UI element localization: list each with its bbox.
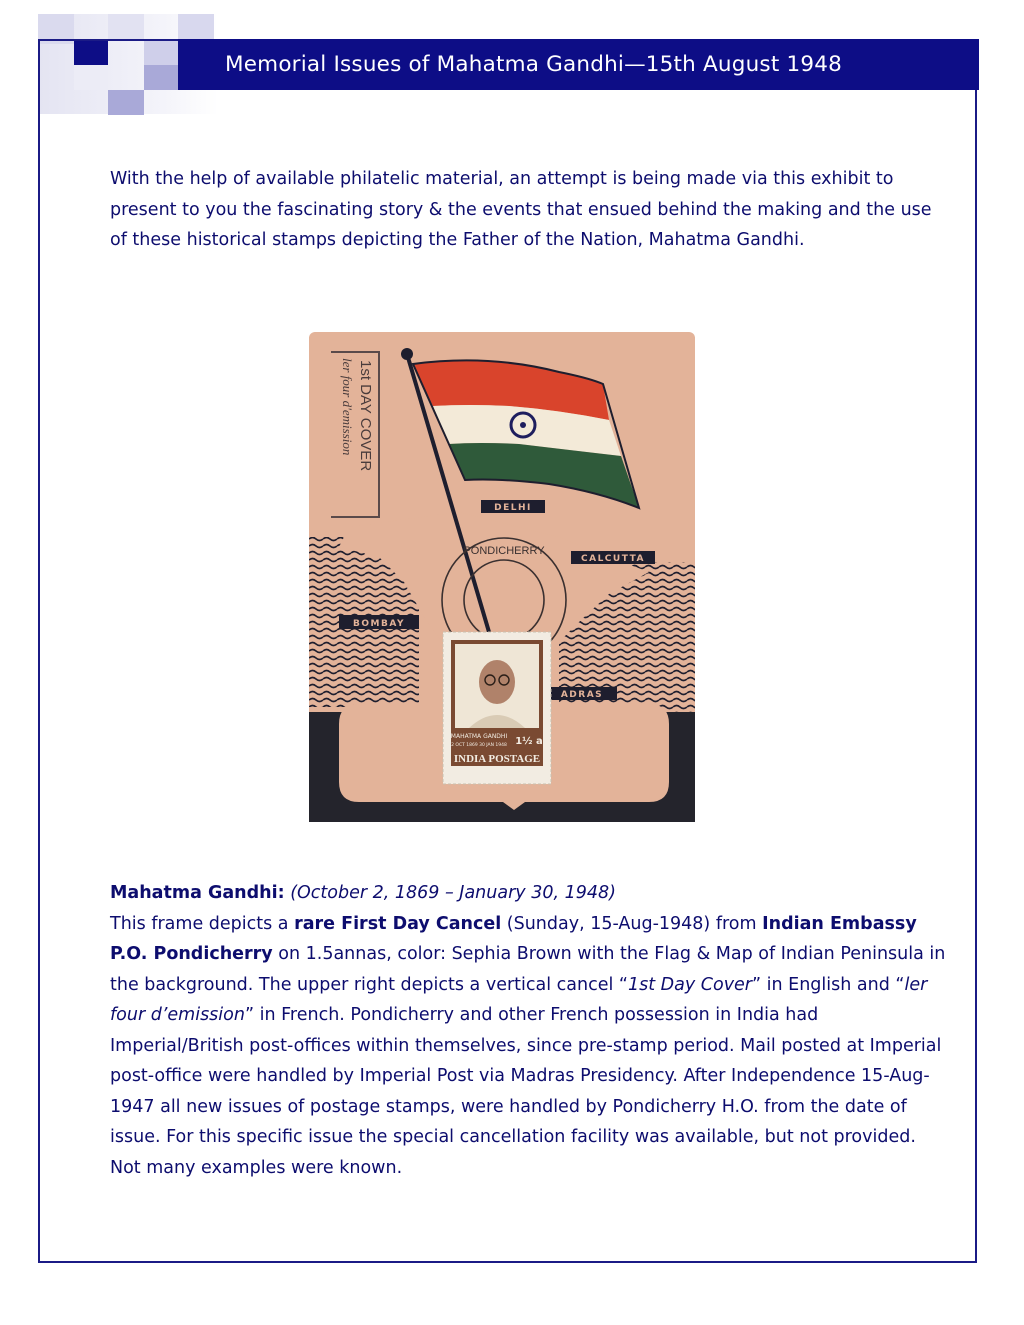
stamp-value: 1½ a xyxy=(515,736,543,747)
label-calcutta: CALCUTTA xyxy=(581,554,645,564)
italic-first-day-cover: 1st Day Cover xyxy=(627,974,753,995)
label-bombay: BOMBAY xyxy=(353,619,405,629)
page-title: Memorial Issues of Mahatma Gandhi—15th August 1948 xyxy=(178,39,979,90)
stamp-name: MAHATMA GANDHI xyxy=(450,733,508,740)
label-delhi: DELHI xyxy=(494,503,532,513)
first-day-cover-card xyxy=(309,332,695,822)
stamp-dates: 2 OCT 1869 30 JAN 1948 xyxy=(451,743,507,748)
cancel-line-2: ler four d'emission xyxy=(340,358,355,456)
gandhi-portrait xyxy=(479,660,515,704)
postmark-text: PONDICHERRY xyxy=(463,545,545,557)
description-paragraph: Mahatma Gandhi: (October 2, 1869 – January 30, 1948) This frame depicts a rare First Day Cancel (Sunday, 15-Aug-1948) from Indian Embassy P.O. Pondicherry on 1.5annas, color: Sephia Brown with the Flag & Map of Indian Peninsula in the background. The upper right depicts a vertical cancel “1st Day Cover” in English and “ler four d’emission” in French. Pondicherry and other French possession in India had Imperial/British post-offices within themselves, since pre-stamp period. Mail posted at Imperial post-office were handled by Imperial Post via Madras Presidency. After Independence 15-Aug-1947 all new issues of postage stamps, were handled by Pondicherry H.O. from the date of issue. For this specific issue the special cancellation facility was available, but not provided. Not many examples were known. xyxy=(110,883,946,1178)
italic-french-cancel: ler four d’emission xyxy=(110,974,928,1025)
cancel-line-1: 1st DAY COVER xyxy=(357,360,374,472)
highlight-first-day-cancel: rare First Day Cancel xyxy=(294,913,502,934)
highlight-embassy: Indian Embassy P.O. Pondicherry xyxy=(110,913,917,964)
gandhi-stamp xyxy=(443,632,551,784)
stamp-footer: INDIA POSTAGE xyxy=(453,753,541,765)
description-name: Mahatma Gandhi: xyxy=(110,883,285,903)
description-dates: (October 2, 1869 – January 30, 1948) xyxy=(290,883,616,903)
flag-pole-finial xyxy=(401,348,413,360)
label-madras: ADRAS xyxy=(560,690,604,700)
intro-paragraph: With the help of available philatelic material, an attempt is being made via this exhibit to present to you the fascinating story & the events that ensued behind the making and the use of these historical stamps depicting the Father of the Nation, Mahatma Gandhi. xyxy=(110,169,932,250)
